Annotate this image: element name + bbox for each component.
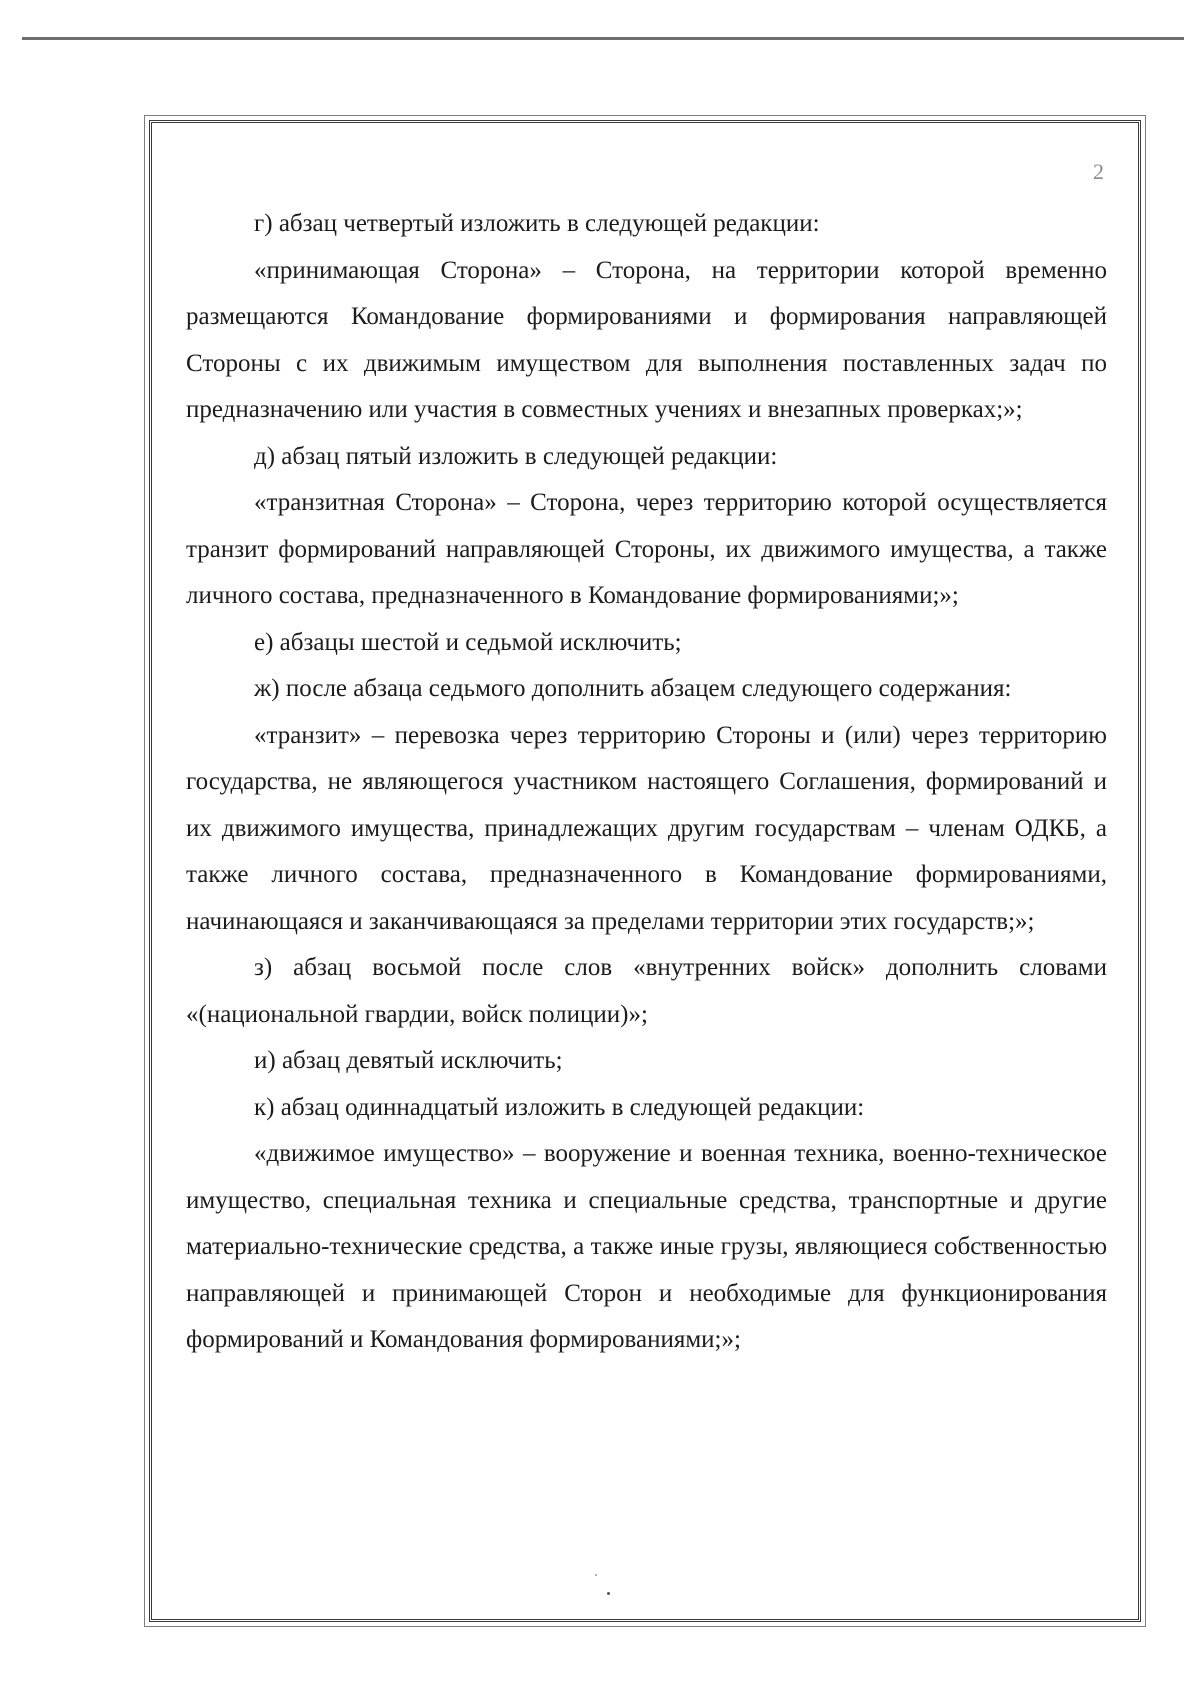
paragraph-amendment-e: е) абзацы шестой и седьмой исключить; [254, 628, 682, 656]
paragraph-amendment-i: и) абзац девятый исключить; [254, 1047, 563, 1074]
page-number: 2 [1093, 159, 1104, 184]
paragraph-amendment-d: д) абзац пятый изложить в следующей редакции: [254, 442, 778, 470]
document-page [149, 120, 1141, 1622]
document-body [186, 201, 1107, 1364]
paragraph-movable-property-definition: «движимое имущество» – вооружение и военная техника, военно-техническое имущество, специальная техника и специальные средства, транспортные и другие материально-технические средства, а также иные грузы, являющиеся собственностью направляющей и принимающей Сторон и необходимые для функционирования формирований и Командования формированиями;»; [186, 1140, 1107, 1353]
paragraph-amendment-z: з) абзац восьмой после слов «внутренних войск» дополнить словами «(национальной гвардии, войск полиции)»; [186, 954, 1107, 1028]
paragraph-amendment-zh: ж) после абзаца седьмого дополнить абзацем следующего содержания: [254, 675, 1012, 702]
paragraph-amendment-k: к) абзац одиннадцатый изложить в следующей редакции: [254, 1093, 865, 1121]
scan-speck [607, 1592, 610, 1595]
paragraph-transit-definition: «транзит» – перевозка через территорию Стороны и (или) через территорию государства, не являющегося участником настоящего Соглашения, формирований и их движимого имущества, принадлежащих другим государствам – членам ОДКБ, а также личного состава, предназначенного в Командование формированиями, начинающаяся и заканчивающаяся за пределами территории этих государств;»; [186, 721, 1107, 935]
paragraph-amendment-g: г) абзац четвертый изложить в следующей редакции: [254, 210, 820, 237]
paragraph-transit-party-definition: «транзитная Сторона» – Сторона, через территорию которой осуществляется транзит формирований направляющей Стороны, их движимого имущества, а также личного состава, предназначенного в Командование формированиями;»; [186, 489, 1107, 609]
scan-speck [595, 1574, 597, 1576]
paragraph-receiving-party-definition: «принимающая Сторона» – Сторона, на территории которой временно размещаются Командование формированиями и формирования направляющей Стороны с их движимым имуществом для выполнения поставленных задач по предназначению или участия в совместных учениях и внезапных проверках;»; [186, 256, 1107, 423]
scan-top-rule [22, 37, 1184, 40]
